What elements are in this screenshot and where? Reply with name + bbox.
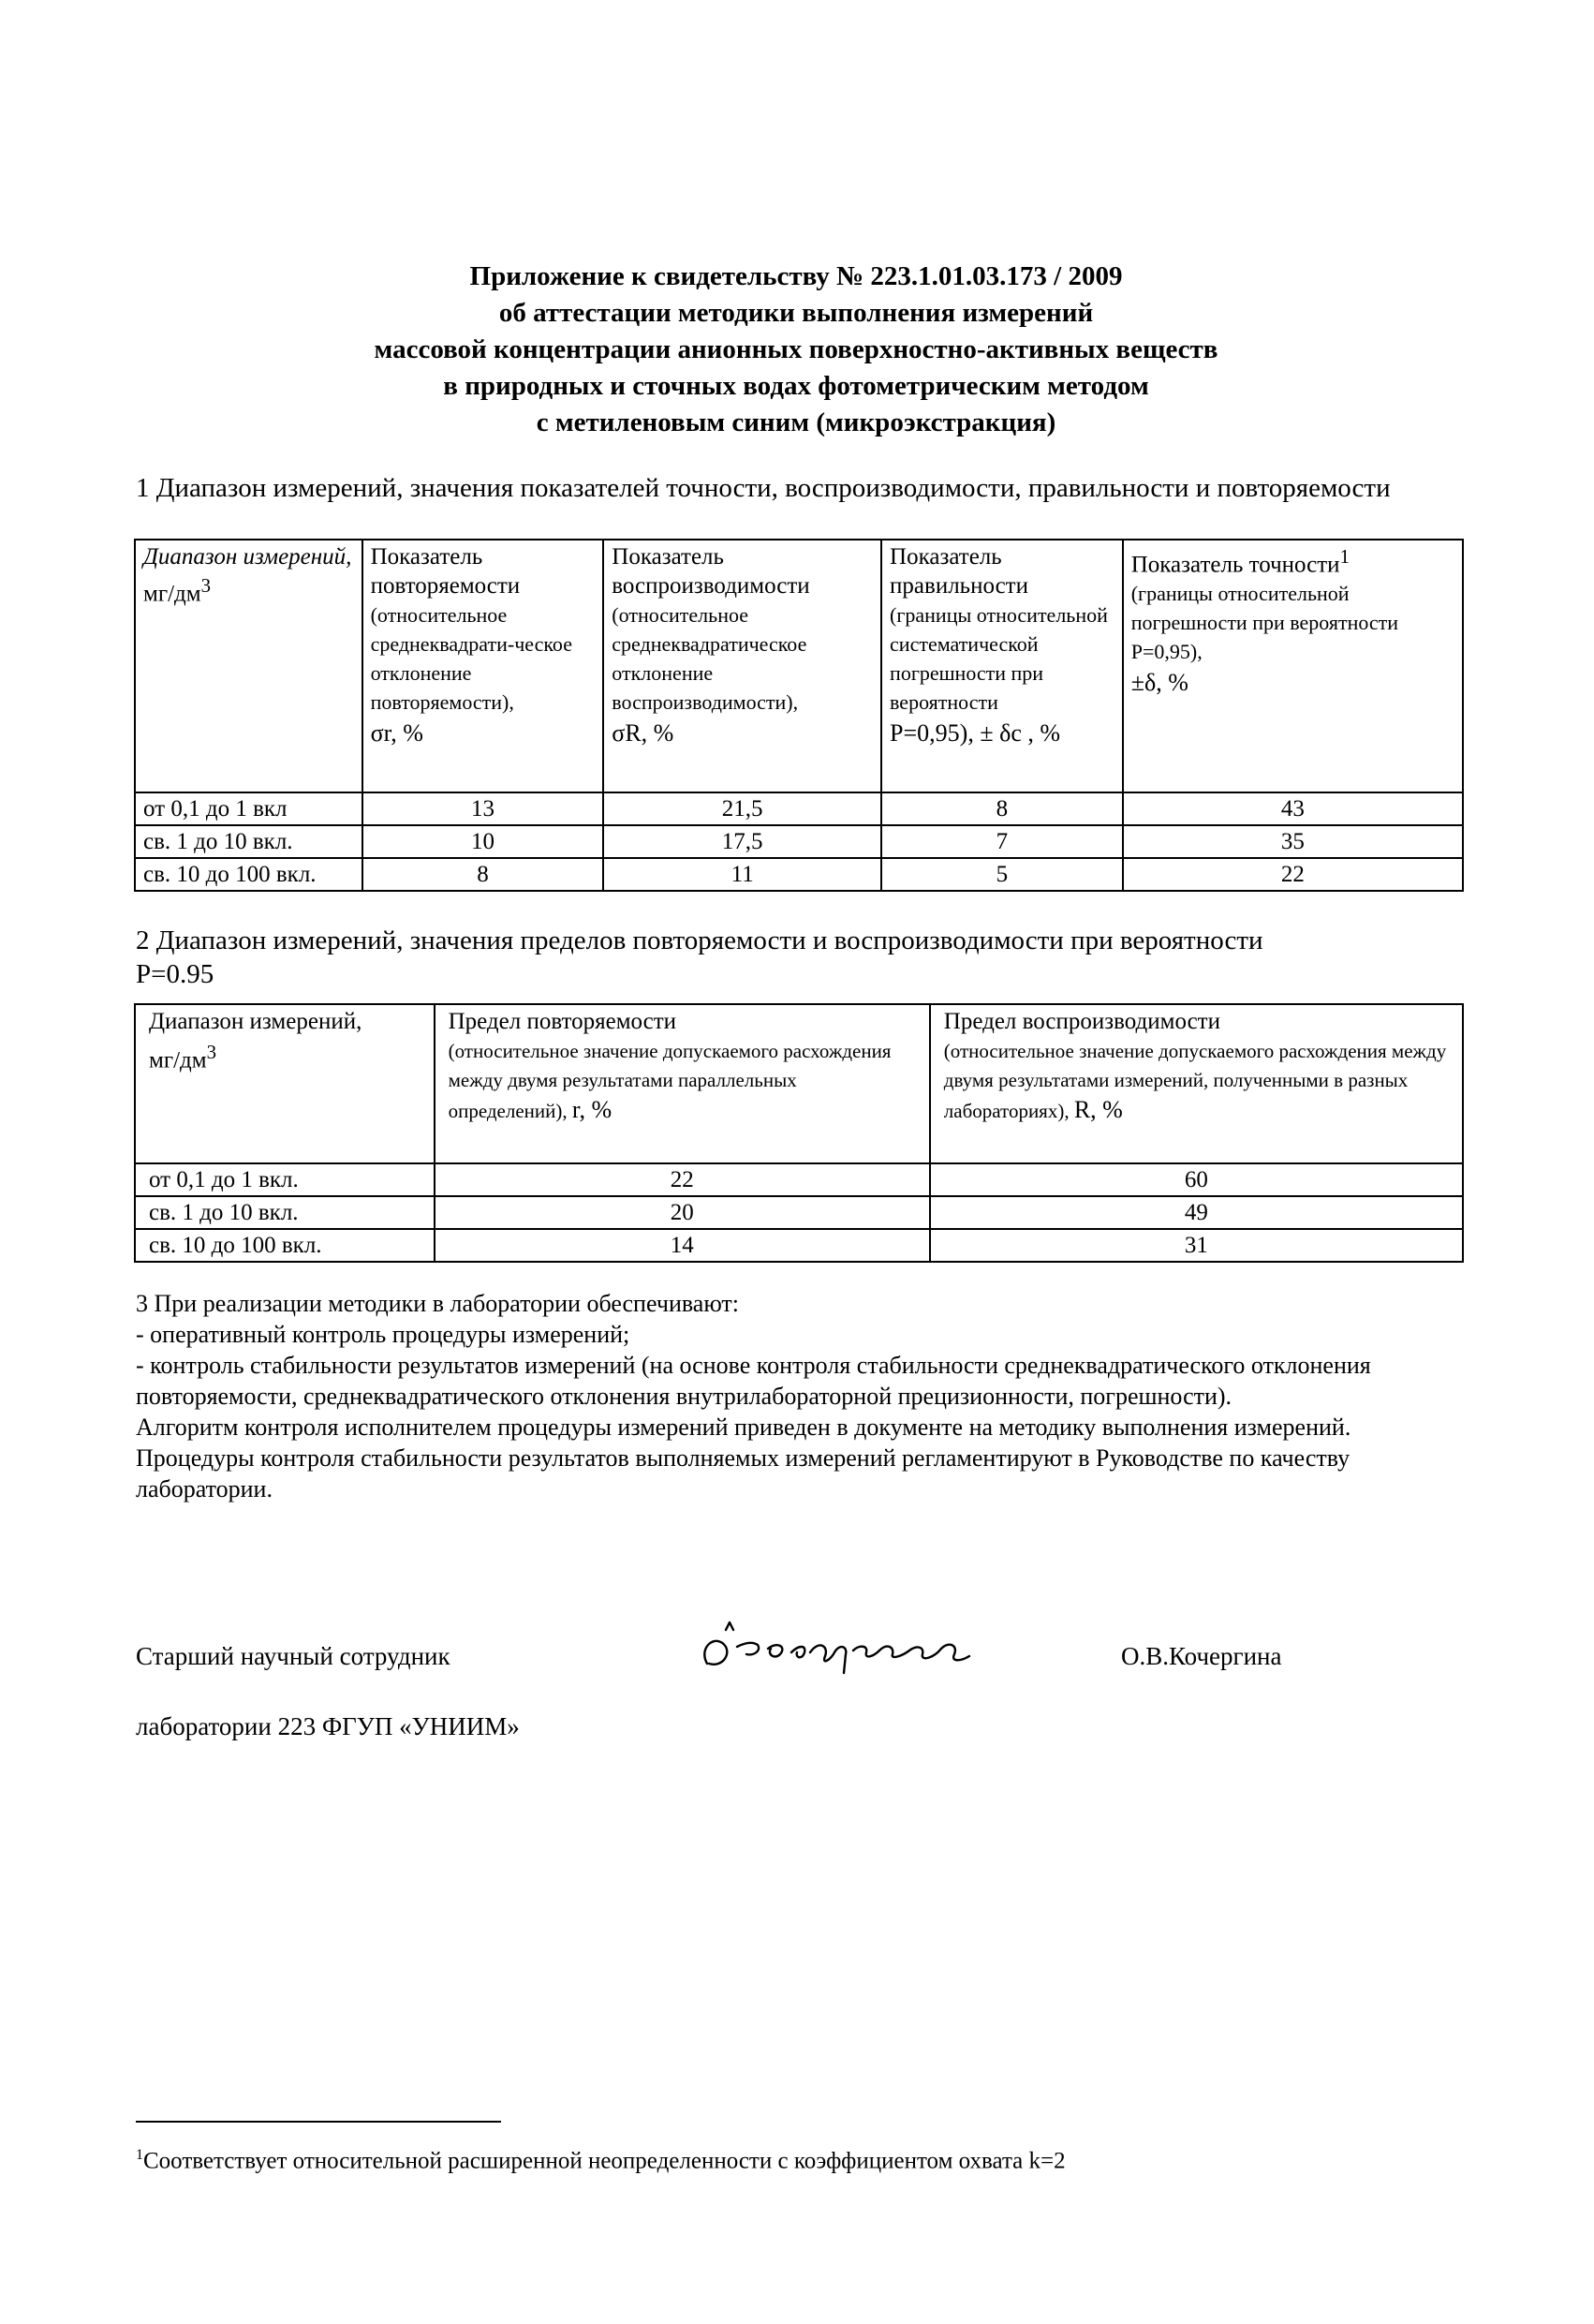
cell-range: св. 10 до 100 вкл. [135,1229,435,1262]
table-header-row [135,1004,1463,1163]
header-trueness [881,540,1123,792]
cell-value: 22 [1123,858,1463,891]
cell-value: 17,5 [603,825,881,858]
signatory-name: О.В.Кочергина [1121,1642,1282,1670]
cell-value: 22 [435,1163,930,1196]
section3-paragraph: 3 При реализации методики в лаборатории обеспечивают: [136,1290,739,1317]
position-line: Старший научный сотрудник [136,1642,450,1670]
header-accuracy [1123,540,1463,792]
section1-heading: 1 Диапазон измерений, значения показателей точности, воспроизводимости, правильности и повторяемости [136,473,1391,503]
header-symbol: σr, % [370,719,423,747]
cell-value: 13 [362,792,604,825]
table-header-row [135,540,1463,792]
title-line: об аттестации методики выполнения измерений [498,298,1094,328]
header-note: (границы относительной погрешности при вероятности P=0,95), [1130,582,1399,664]
section3-paragraph: - оперативный контроль процедуры измерений; [136,1321,630,1348]
cell-value: 11 [603,858,881,891]
cell-range: св. 1 до 10 вкл. [135,825,362,858]
header-symbol: ±δ, % [1130,669,1188,697]
header-name: Показатель правильности [890,544,1028,599]
header-range-name: Диапазон измерений, [143,544,352,570]
table-row [135,1229,1463,1262]
footnote-text: Соответствует относительной расширенной неопределенности с коэффициентом охвата k=2 [143,2148,1066,2174]
header-range [135,1004,435,1163]
title-line: Приложение к свидетельству № 223.1.01.03.173 / 2009 [469,261,1123,291]
table-row [135,792,1463,825]
header-range [135,540,362,792]
title-line: в природных и сточных водах фотометрическим методом [443,371,1149,401]
section3-paragraph: Алгоритм контроля исполнителем процедуры измерений приведен в документе на методику выполнения измерений. Процедуры контроля стабильности результатов выполняемых измерений регламентируют в Руководстве по качеству лаборатории. [136,1414,1351,1502]
table-row [135,858,1463,891]
title-line: массовой концентрации анионных поверхностно-активных веществ [374,334,1218,364]
cell-value: 35 [1123,825,1463,858]
header-reproducibility-limit [930,1004,1463,1163]
table-row [135,825,1463,858]
position-line: лаборатории 223 ФГУП «УНИИМ» [136,1712,520,1740]
cell-value: 14 [435,1229,930,1262]
cell-value: 43 [1123,792,1463,825]
header-range-name: Диапазон измерений, [149,1009,362,1034]
cell-value: 8 [362,858,604,891]
header-range-unit: $мг/дм^3$ [149,1041,216,1073]
header-repeatability [362,540,604,792]
cell-range: от 0,1 до 1 вкл [135,792,362,825]
header-name: Показатель воспроизводимости [612,544,810,599]
cell-range: св. 10 до 100 вкл. [135,858,362,891]
header-name: Показатель точности$^1$ [1130,545,1350,578]
cell-value: 8 [881,792,1123,825]
cell-value: 20 [435,1196,930,1229]
cell-range: св. 1 до 10 вкл. [135,1196,435,1229]
section2-heading-line: 2 Диапазон измерений, значения пределов повторяемости и воспроизводимости при вероятности [136,925,1263,955]
header-note: (относительное значение допускаемого расхождения между двумя результатами измерений, полученными в разных лабораториях), R, % [943,1040,1447,1123]
header-note: (относительное среднеквадрати-ческое отклонение повторяемости), [370,603,572,714]
header-name: Предел воспроизводимости [943,1009,1220,1034]
section3 [136,1288,1447,1504]
footnote-marker: 1 [136,2147,143,2163]
header-reproducibility [603,540,881,792]
header-note: (границы относительной систематической погрешности при вероятности [890,603,1108,714]
section2-heading [136,924,1466,991]
header-symbol: P=0,95), ± δс , % [890,719,1061,747]
header-repeatability-limit [435,1004,930,1163]
signatory-position [136,1641,520,1742]
header-name: Показатель повторяемости [370,544,521,599]
limits-table [134,1003,1464,1263]
cell-value: 31 [930,1229,1463,1262]
header-note: (относительное значение допускаемого расхождения между двумя результатами параллельных определений), r, % [448,1040,892,1123]
cell-value: 5 [881,858,1123,891]
section2-heading-line: P=0.95 [136,959,214,989]
table-row [135,1163,1463,1196]
cell-range: от 0,1 до 1 вкл. [135,1163,435,1196]
table-row [135,1196,1463,1229]
document-title [169,259,1424,441]
cell-value: 10 [362,825,604,858]
header-range-unit: $мг/дм^3$ [143,574,211,607]
cell-value: 21,5 [603,792,881,825]
accuracy-table [134,539,1464,892]
section3-paragraph: - контроль стабильности результатов измерений (на основе контроля стабильности среднеквадратического отклонения повторяемости, среднеквадратического отклонения внутрилабораторной прецизионности, погрешности). [136,1352,1371,1410]
header-name: Предел повторяемости [448,1009,677,1034]
cell-value: 7 [881,825,1123,858]
header-note: (относительное среднеквадратическое отклонение воспроизводимости), [612,603,807,714]
cell-value: 49 [930,1196,1463,1229]
header-symbol: σR, % [612,719,674,747]
footnote [136,2140,1066,2176]
handwritten-signature [688,1619,1007,1694]
cell-value: 60 [930,1163,1463,1196]
title-line: с метиленовым синим (микроэкстракция) [536,407,1056,437]
footnote-divider [136,2121,501,2123]
